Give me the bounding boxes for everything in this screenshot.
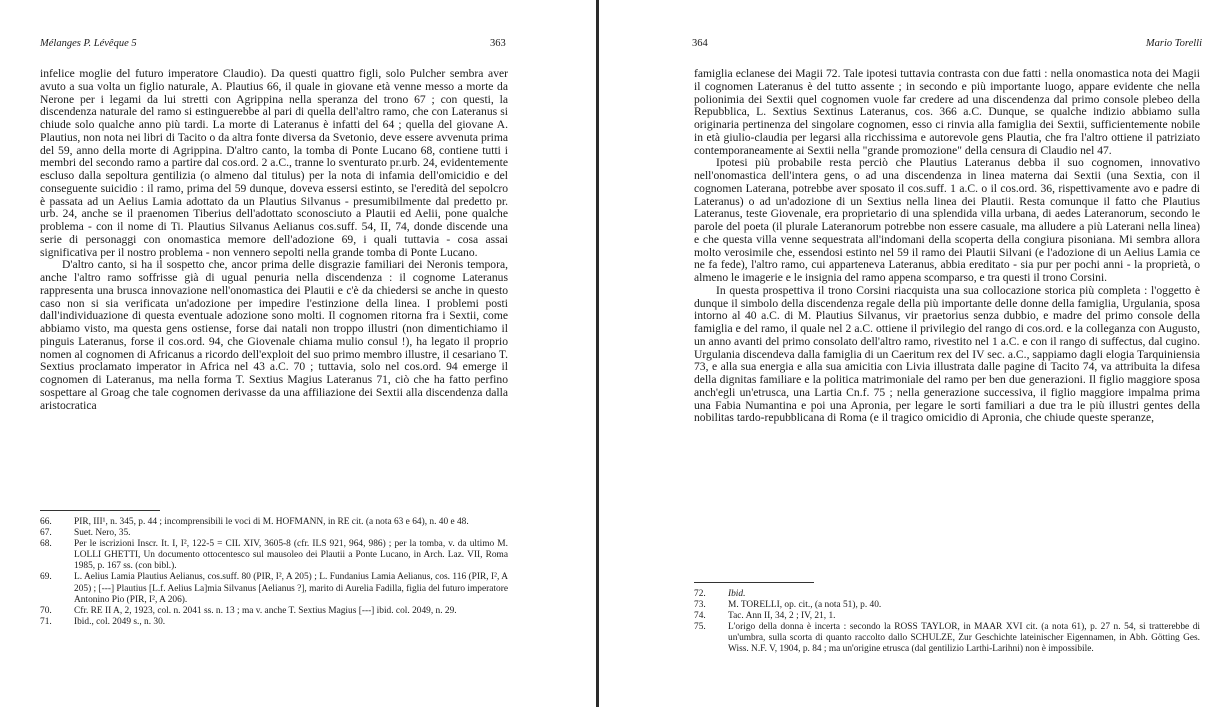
left-body-text: [40, 68, 508, 412]
footnote: [694, 622, 1200, 655]
footnote-text: M. TORELLI, op. cit., (a nota 51), p. 40.: [728, 600, 882, 611]
footnote-number: 75.: [694, 622, 706, 633]
right-footnotes: [694, 589, 1200, 656]
footnote: [40, 617, 508, 628]
left-page: [0, 0, 590, 707]
book-spine-divider: [596, 0, 599, 707]
footnote: [694, 600, 1200, 611]
footnote: [694, 611, 1200, 622]
footnote-text: Suet. Nero, 35.: [74, 528, 131, 539]
paragraph: In questa prospettiva il trono Corsini riacquista una sua collocazione storica più completa : l'oggetto è dunque il simbolo della discendenza regale della più importante delle donne della famiglia, Urgulania, sposa intorno al 40 a.C. di M. Plautius Silvanus, vir praetorius senza dubbio, e madre del primo console della famiglia e del ramo, il quale nel 2 a.C. ottiene il privilegio del rango di cos.ord. e la colleganza con Augusto, un anno avanti del primo consolato dell'altro ramo, rivestito nel 1 a.C. e con il rango di suffectus, dal cugino. Urgulania discendeva dalla famiglia di un Caeritum rex del IV sec. a.C., sappiamo dagli elogia Tarquiniensia 73, e alla sua energia e alla sua amicitia con Livia illustrata dalle pagine di Tacito 74, va attribuita la difesa della dignitas familiare e la politica matrimoniale del ramo per ben due generazioni. Il figlio maggiore sposa anch'egli un'etrusca, una Lartia Cn.f. 75 ; nella generazione successiva, il figlio maggiore impalma prima una Fabia Numantina e poi una Apronia, per legare le sorti familiari a due tra le più illustri gentes della nobilitas tardo-repubblicana di Roma (e il tragico omicidio di Apronia, che chiude queste speranze,: [694, 283, 1200, 425]
footnote: [40, 528, 508, 539]
running-title-left: Mélanges P. Lévêque 5: [40, 38, 137, 49]
footnote-text: L'origo della donna è incerta : secondo la ROSS TAYLOR, in MAAR XVI cit. (a nota 61), p. 27 n. 54, si tratterebbe di un'umbra, sulla scorta di quanto raccolto dallo SCHULZE, Zur Geschichte lateinischer Eigennamen, in Abh. Götting Ges. Wiss. N.F. V, 1904, p. 84 ; ma un'origine etrusca (dal gentilizio Larthi-Larihni) non è impossibile.: [728, 622, 1200, 655]
footnote-number: 72.: [694, 589, 706, 599]
running-title-right: Mario Torelli: [1145, 38, 1202, 49]
page-number-left: 363: [490, 38, 506, 49]
footnote-number: 74.: [694, 611, 706, 622]
right-page: [630, 0, 1225, 707]
page-number-right: 364: [692, 38, 708, 49]
left-footnotes: [40, 517, 508, 628]
footnote-number: 70.: [40, 605, 52, 616]
footnote-text: PIR, III¹, n. 345, p. 44 ; incomprensibili le voci di M. HOFMANN, in RE cit. (a nota 63 e 64), n. 40 e 48.: [74, 517, 469, 527]
footnote-rule: [694, 582, 814, 583]
footnote-text: Per le iscrizioni Inscr. It. I, I², 122-5 = CIL XIV, 3605-8 (cfr. ILS 921, 964, 986) ; per la tomba, v. da ultimo M. LOLLI GHETTI, Un documento ottocentesco sul mausoleo dei Plautii a Ponte Lucano, in Arch. Laz. VII, Roma 1985, p. 167 ss. (con bibl.).: [74, 539, 508, 572]
footnote: [40, 539, 508, 572]
footnote-number: 73.: [694, 600, 706, 611]
footnote-number: 71.: [40, 616, 52, 627]
footnote-text: L. Aelius Lamia Plautius Aelianus, cos.suff. 80 (PIR, I², A 205) ; L. Fundanius Lamia Aelianus, cos. 116 (PIR, I², A 205) ; [---] Plautius [L.f. Aelius La]mia Silvanus [Aelianus ?], marito di Aurelia Fadilla, figlia del futuro imperatore Antonino Pio (PIR, I², A 206).: [74, 572, 508, 605]
footnote: [40, 572, 508, 605]
paragraph: famiglia eclanese dei Magii 72. Tale ipotesi tuttavia contrasta con due fatti : nella onomastica nota dei Magii il cognomen Lateranus è del tutto assente ; in secondo e più importante luogo, appare evidente che nella polionimia dei Sextii quel cognomen vuole far credere ad una discendenza dal primo console plebeo della Repubblica, L. Sextius Sextinus Lateranus, cos. 366 a.C. Dunque, se qualche indizio abbiamo sulla originaria pertinenza del singolare cognomen, esso ci rinvia alla famiglia dei Sextii, sufficientemente nobile in età giulio-claudia per legarsi alla ricchissima e autorevole gens Plautia, che fra l'altro ottiene il patriziato contemporaneamente ai Sextii nella "grande promozione" della censura di Claudio nel 47.: [694, 67, 1200, 157]
footnote-number: 66.: [40, 517, 52, 527]
footnote: [40, 606, 508, 617]
footnote-text: Ibid., col. 2049 s., n. 30.: [74, 616, 166, 627]
footnote-number: 68.: [40, 539, 52, 550]
footnote-text: Ibid.: [728, 589, 746, 599]
paragraph: Ipotesi più probabile resta perciò che Plautius Lateranus debba il suo cognomen, innovativo nell'onomastica dell'intera gens, o ad una discendenza in linea materna dai Sextii (una Sextia, con il cognomen Laterana, potrebbe aver sposato il cos.suff. 1 a.C. o il cos.ord. 36, rispettivamente avo e padre di Lateranus) o ad un'adozione di un Sextius nella linea dei Plautii. Resta comunque il fatto che Plautius Lateranus, teste Giovenale, era proprietario di una splendida villa urbana, di aedes Lateranorum, secondo le parole del poeta (il plurale Lateranorum potrebbe non essere casuale, ma alludere a più Laterani nella linea) e che questa villa venne sequestrata all'indomani della scoperta della congiura pisoniana. Mi sembra allora molto verosimile che, essendosi estinto nel 59 il ramo dei Plautii Silvani (e l'adozione di un Aelius Lamia ce ne fa fede), l'altro ramo, cui apparteneva Lateranus, abbia ereditato - sia pur per pochi anni - la proprietà, o almeno le imagerie e le insignia del ramo appena scomparso, e tra questi il trono Corsini.: [694, 156, 1200, 284]
footnote: [694, 589, 1200, 600]
footnote-number: 69.: [40, 572, 52, 583]
footnote-text: Cfr. RE II A, 2, 1923, col. n. 2041 ss. n. 13 ; ma v. anche T. Sextius Magius [---] ibid. col. 2049, n. 29.: [74, 605, 457, 616]
footnote-number: 67.: [40, 528, 52, 539]
right-body-text: [694, 68, 1200, 425]
paragraph: D'altro canto, si ha il sospetto che, ancor prima delle disgrazie familiari dei Neronis tempora, anche l'altro ramo soffrisse già di ugual penuria nella discendenza : il cognome Lateranus rappresenta una brusca innovazione nell'onomastica dei Plautii e c'è da chiedersi se anche in questo caso non si sia verificata un'adozione per impedire l'estinzione della linea. I problemi posti dall'individuazione di questa eventuale adozione sono molti. Il cognomen ritorna fra i Sextii, come abbiamo visto, ma questa gens ostiense, forse dai natali non troppo illustri (non dimentichiamo il pinguis Lateranus, forse il cos.ord. 94, che Giovenale chiama mulio consul !), ha legato il proprio nomen al cognomen di Africanus a ricordo dell'exploit del suo primo membro illustre, il cesariano T. Sextius proclamato imperator in Africa nel 43 a.C. 70 ; tuttavia, solo nel cos.ord. 94 emerge il cognomen di Lateranus, ma nella forma T. Sextius Magius Lateranus 71, ciò che ha fatto perfino sospettare al Groag che tale cognomen derivasse da una affiliazione dei Sextii alla discendenza dalla aristocratica: [40, 258, 508, 412]
footnote-rule: [40, 510, 160, 511]
paragraph: infelice moglie del futuro imperatore Claudio). Da questi quattro figli, solo Pulcher sembra aver avuto a sua volta un figlio naturale, A. Plautius 66, il quale in giovane età venne messo a morte da Nerone per i legami da lui stretti con Agrippina nella speranza del trono 67 ; con questi, la discendenza naturale del ramo si estinguerebbe al pari di quella dell'altro ramo, che con Lateranus si chiude solo qualche anno più tardi. La morte di Lateranus è infatti del 64 ; quella del giovane A. Plautius, non nota nei libri di Tacito o da altra fonte diversa da Svetonio, deve essere avvenuta prima del 59, anno della morte di Agrippina. D'altro canto, la tomba di Ponte Lucano 68, contiene tutti i membri del secondo ramo a partire dal cos.ord. 2 a.C., tranne lo sventurato pr.urb. 24, evidentemente escluso dalla sepoltura gentilizia (o almeno dal titulus) per la nota di infamia dell'omicidio e del conseguente suicidio : il ramo, prima del 59 dunque, doveva essersi estinto, se l'eredità del sepolcro è passata ad un Aelius Lamia adottato da un Plautius Silvanus - presumibilmente dal predetto pr. urb. 24, anche se il praenomen Tiberius dell'adottato sconosciuto a Plautii ed Aelii, pone qualche problema - con il nome di Ti. Plautius Silvanus Aelianus cos.suff. 54, II, 74, donde discende una serie di personaggi con onomastica memore dell'adozione 69, i quali tuttavia - cosa assai significativa per il nostro problema - non vennero sepolti nella grande tomba di Ponte Lucano.: [40, 67, 508, 259]
footnote: [40, 517, 508, 528]
footnote-text: Tac. Ann II, 34, 2 ; IV, 21, 1.: [728, 611, 836, 622]
